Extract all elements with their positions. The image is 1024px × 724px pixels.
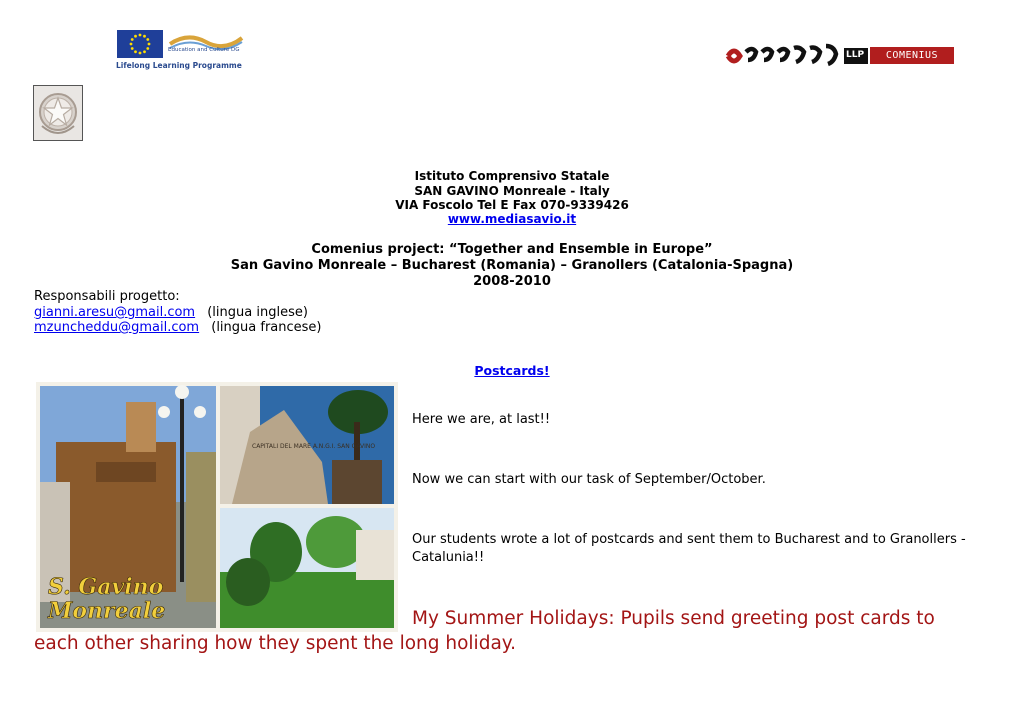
school-name: Istituto Comprensivo Statale: [414, 169, 610, 183]
contact-row: [34, 305, 308, 320]
summer-holidays-heading: each other sharing how they spent the long holiday.: [34, 633, 516, 654]
contact-language-note: (lingua francese): [211, 320, 322, 335]
postcard-photo: [36, 382, 398, 632]
school-location: SAN GAVINO Monreale - Italy: [414, 184, 610, 198]
contact-language-note: (lingua inglese): [207, 305, 308, 320]
llp-text: Lifelong Learning Programme: [116, 61, 242, 70]
comenius-logo: [724, 42, 956, 68]
paragraph-postcards-line: Our students wrote a lot of postcards and sent them to Bucharest and to Granollers -: [412, 532, 966, 547]
project-years: 2008-2010: [473, 274, 551, 289]
photo-caption-line2: Monreale: [48, 598, 166, 624]
stone-inscription: CAPITALI DEL MARE A.N.G.I. SAN GAVINO: [252, 443, 376, 450]
paragraph-task: Now we can start with our task of September/October.: [412, 472, 766, 487]
project-partners: San Gavino Monreale – Bucharest (Romania) – Granollers (Catalonia-Spagna): [230, 258, 794, 273]
contact-row: [34, 320, 322, 335]
italian-republic-emblem: [33, 85, 83, 141]
comenius-label: COMENIUS: [870, 47, 954, 64]
eu-dg-mark: [168, 30, 244, 58]
responsibles-label: Responsabili progetto:: [34, 289, 180, 304]
summer-holidays-heading: My Summer Holidays: Pupils send greeting post cards to: [412, 608, 935, 629]
postcards-link[interactable]: Postcards!: [474, 363, 550, 378]
contact-email-link[interactable]: gianni.aresu@gmail.com: [34, 305, 196, 320]
school-address: VIA Foscolo Tel E Fax 070-9339426: [395, 198, 629, 212]
photo-caption-line1: S. Gavino: [48, 574, 164, 600]
star-emblem-icon: [34, 86, 82, 140]
contact-email-link[interactable]: mzuncheddu@gmail.com: [34, 320, 200, 335]
llp-badge: LLP: [846, 50, 865, 60]
project-title: Comenius project: “Together and Ensemble in Europe”: [311, 242, 713, 257]
eu-flag-icon: [117, 30, 163, 58]
eu-dg-text: Education and Culture DG: [168, 47, 240, 53]
paragraph-postcards-line: Catalunia!!: [412, 550, 485, 565]
eu-lifelong-learning-logo: [112, 26, 244, 74]
paragraph-arrival: Here we are, at last!!: [412, 412, 551, 427]
website-link[interactable]: www.mediasavio.it: [447, 212, 577, 226]
